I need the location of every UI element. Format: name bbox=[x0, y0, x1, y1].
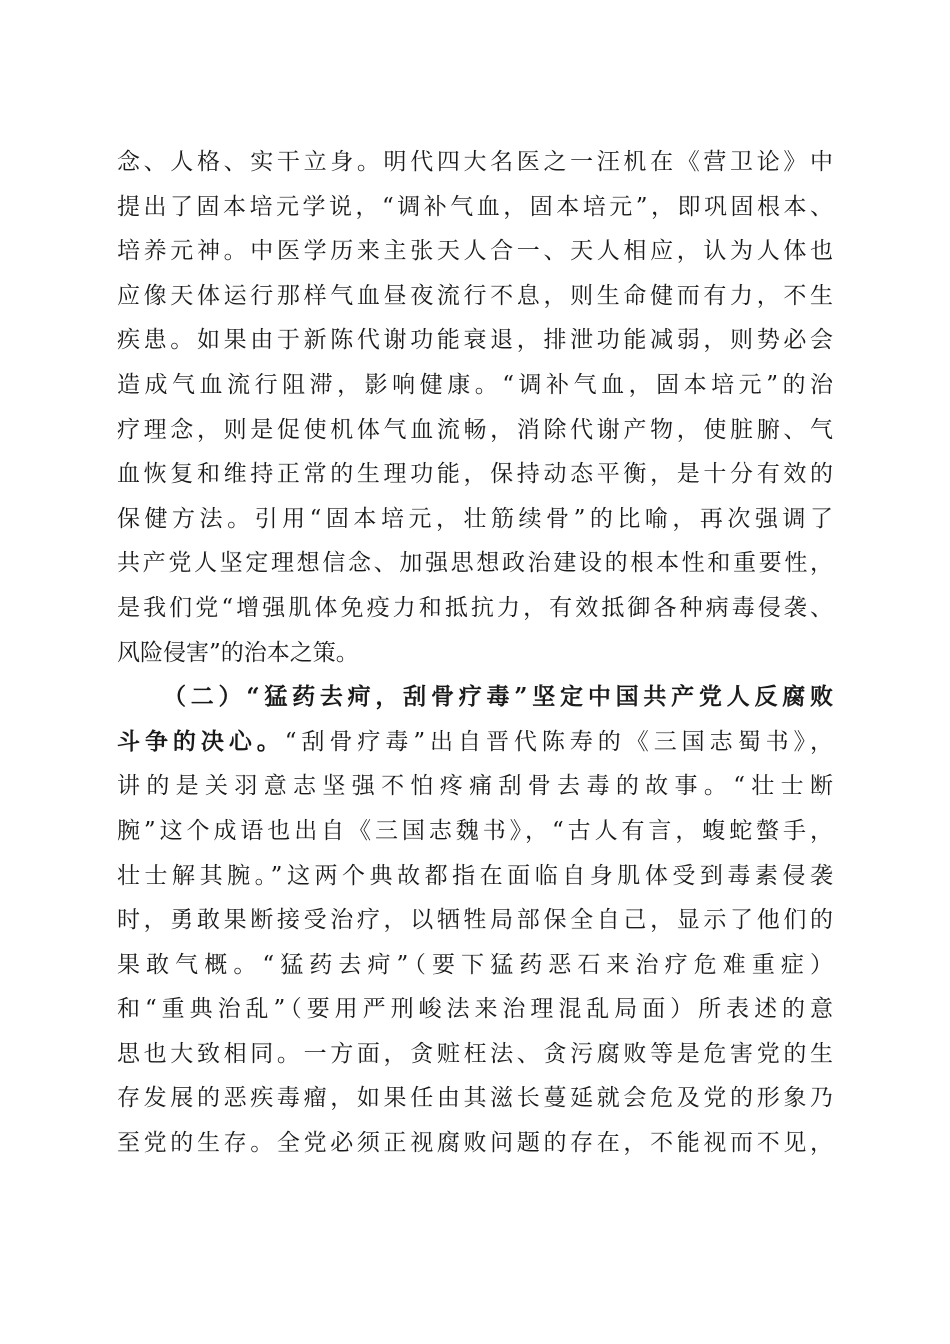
text-line: 和“重典治乱”（要用严刑峻法来治理混乱局面）所表述的意 bbox=[117, 996, 833, 1023]
text-line: 风险侵害”的治本之策。 bbox=[117, 639, 359, 666]
text-line: 保健方法。引用“固本培元，壮筋续骨”的比喻，再次强调了 bbox=[117, 505, 833, 532]
text-line-mixed bbox=[117, 720, 833, 765]
text-line: 时，勇敢果断接受治疗，以牺牲局部保全自己，显示了他们的 bbox=[117, 907, 833, 934]
text-line: 存发展的恶疾毒瘤，如果任由其滋长蔓延就会危及党的形象乃 bbox=[117, 1085, 833, 1112]
text-line: 念、人格、实干立身。明代四大名医之一汪机在《营卫论》中 bbox=[117, 149, 833, 175]
text-line: 血恢复和维持正常的生理功能，保持动态平衡，是十分有效的 bbox=[117, 461, 833, 488]
text-line: 疗理念，则是促使机体气血流畅，消除代谢产物，使脏腑、气 bbox=[117, 416, 833, 443]
text-line: 思也大致相同。一方面，贪赃枉法、贪污腐败等是危害党的生 bbox=[117, 1040, 833, 1067]
text-line: 讲的是关羽意志坚强不怕疼痛刮骨去毒的故事。“壮士断 bbox=[117, 773, 833, 800]
text-line-continuation: “刮骨疗毒”出自晋代陈寿的《三国志蜀书》， bbox=[284, 728, 833, 755]
text-line: 果敢气概。“猛药去疴”（要下猛药恶石来治疗危难重症） bbox=[117, 951, 833, 978]
text-line: 疾患。如果由于新陈代谢功能衰退，排泄功能减弱，则势必会 bbox=[117, 327, 833, 354]
text-line: 应像天体运行那样气血昼夜流行不息，则生命健而有力，不生 bbox=[117, 282, 833, 309]
text-line: 培养元神。中医学历来主张天人合一、天人相应，认为人体也 bbox=[117, 238, 833, 265]
text-line: 腕”这个成语也出自《三国志魏书》，“古人有言，蝮蛇螫手， bbox=[117, 817, 833, 844]
section-heading-end: 斗争的决心。 bbox=[117, 727, 285, 755]
text-line: 提出了固本培元学说，“调补气血，固本培元”，即巩固根本、 bbox=[117, 193, 833, 220]
text-line: 至党的生存。全党必须正视腐败问题的存在，不能视而不见， bbox=[117, 1130, 833, 1157]
section-heading: （二）“猛药去疴，刮骨疗毒”坚定中国共产党人反腐败 bbox=[163, 683, 833, 711]
text-line: 是我们党“增强肌体免疫力和抵抗力，有效抵御各种病毒侵袭、 bbox=[117, 594, 833, 621]
text-line: 造成气血流行阻滞，影响健康。“调补气血，固本培元”的治 bbox=[117, 371, 833, 398]
text-line: 共产党人坚定理想信念、加强思想政治建设的根本性和重要性， bbox=[117, 550, 833, 577]
body-text bbox=[117, 140, 833, 1166]
text-line: 壮士解其腕。”这两个典故都指在面临自身肌体受到毒素侵袭 bbox=[117, 862, 833, 889]
